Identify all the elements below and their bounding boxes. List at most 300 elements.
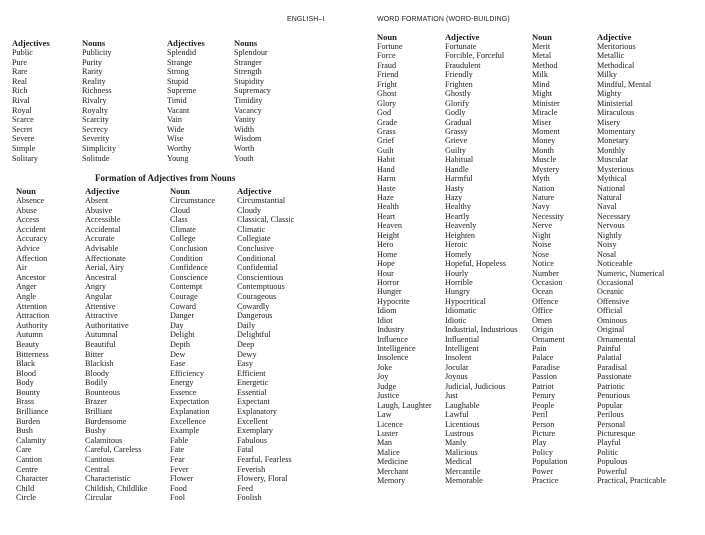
table-cell: Contemptuous: [237, 282, 285, 292]
table-cell: Health: [377, 202, 399, 212]
table-cell: Malice: [377, 447, 400, 457]
table-cell: Nerve: [532, 221, 553, 231]
table-cell: Palatial: [597, 353, 622, 363]
table-cell: Method: [532, 60, 558, 70]
table-column: [167, 38, 205, 163]
table-cell: Memorable: [445, 476, 483, 486]
table-cell: Fate: [170, 445, 185, 455]
table-cell: Handle: [445, 164, 469, 174]
table-cell: Splendid: [167, 48, 197, 57]
table-cell: Fool: [170, 493, 186, 503]
table-cell: Frighten: [445, 79, 473, 89]
table-column: [16, 186, 49, 503]
table-cell: Hope: [377, 259, 395, 269]
table-cell: Conditional: [237, 253, 276, 263]
table-cell: Merchant: [377, 466, 409, 476]
table-cell: Fatal: [237, 445, 254, 455]
table-cell: Food: [170, 483, 187, 493]
table-cell: Excellent: [237, 416, 268, 426]
table-cell: Classical, Classic: [237, 215, 295, 225]
table-cell: Timidity: [234, 95, 263, 105]
table-cell: Medical: [445, 457, 472, 467]
table-cell: Penury: [532, 391, 556, 401]
table-cell: Malicious: [445, 447, 478, 457]
table-cell: Confidential: [237, 263, 278, 273]
table-cell: Power: [532, 466, 553, 476]
table-cell: Severe: [12, 134, 35, 144]
table-cell: Home: [377, 249, 398, 259]
table-cell: Misery: [597, 117, 621, 127]
table-cell: Fear: [170, 455, 185, 465]
table-cell: Authority: [16, 320, 48, 330]
table-cell: Nation: [532, 183, 555, 193]
table-cell: Noise: [532, 240, 552, 250]
column-header: Noun: [170, 186, 190, 196]
table-cell: Wise: [167, 134, 184, 144]
header-left: ENGLISH–I: [287, 16, 325, 23]
table-cell: Attentive: [85, 301, 116, 311]
table-cell: Grieve: [445, 136, 468, 146]
table-cell: Momentary: [597, 126, 636, 136]
table-cell: College: [170, 234, 196, 244]
table-cell: Harmful: [445, 174, 473, 184]
table-cell: Practice: [532, 476, 559, 486]
table-cell: Offensive: [597, 296, 630, 306]
table-cell: Accidental: [85, 224, 121, 234]
table-cell: Picturesque: [597, 428, 636, 438]
table-cell: Haze: [377, 193, 394, 202]
column-header: Adjectives: [12, 38, 50, 48]
table-cell: Flower: [170, 474, 194, 484]
table-cell: Bounty: [16, 387, 41, 397]
table-cell: Muscular: [597, 155, 628, 165]
table-cell: Glorify: [445, 98, 470, 108]
table-cell: Fraudulent: [445, 60, 481, 70]
table-cell: Affectionate: [85, 253, 126, 263]
table-cell: Friendly: [445, 70, 473, 80]
table-cell: Minister: [532, 98, 560, 108]
table-column: [377, 32, 432, 486]
table-cell: Climatic: [237, 224, 266, 234]
table-cell: Vain: [167, 115, 183, 125]
table-cell: Accurate: [85, 234, 115, 244]
table-cell: Habit: [377, 155, 396, 165]
table-cell: Royal: [12, 105, 32, 115]
table-cell: Licentious: [445, 419, 480, 429]
column-header: Noun: [532, 32, 552, 42]
table-cell: Industrial, Industrious: [445, 325, 518, 335]
table-cell: Autumnal: [85, 330, 118, 340]
table-cell: Mighty: [597, 89, 622, 99]
table-cell: Hypocritical: [445, 296, 486, 306]
table-cell: Hypocrite: [377, 296, 410, 306]
table-cell: Myth: [532, 174, 550, 184]
table-cell: Hunger: [377, 287, 402, 297]
table-cell: Wisdom: [234, 134, 262, 144]
table-cell: Grade: [377, 117, 398, 127]
table-cell: Friend: [377, 70, 399, 80]
table-cell: Playful: [597, 438, 621, 448]
table-cell: Circle: [16, 493, 37, 503]
table-cell: Official: [597, 306, 623, 316]
table-cell: Contempt: [170, 282, 203, 292]
table-cell: Blackish: [85, 359, 114, 369]
table-cell: Notice: [532, 259, 554, 269]
table-cell: Solitude: [82, 153, 110, 163]
table-cell: Nose: [532, 249, 549, 259]
header-right: WORD FORMATION (WORD-BUILDING): [377, 16, 510, 23]
table-cell: Energy: [170, 378, 194, 388]
table-cell: Care: [16, 445, 32, 455]
table-cell: God: [377, 108, 392, 118]
table-cell: Secrecy: [82, 124, 108, 134]
table-cell: Just: [445, 391, 458, 401]
table-cell: Jocular: [445, 362, 469, 372]
table-cell: Heroic: [445, 240, 468, 250]
table-cell: Godly: [445, 108, 466, 118]
table-cell: Necessity: [532, 211, 564, 221]
table-cell: Royalty: [82, 105, 108, 115]
table-cell: Grassy: [445, 126, 468, 136]
table-cell: Glory: [377, 98, 397, 108]
table-cell: Ominous: [597, 315, 628, 325]
table-cell: Mysterious: [597, 164, 634, 174]
table-cell: Collegiate: [237, 234, 271, 244]
table-cell: Dangerous: [237, 311, 273, 321]
table-cell: Expectation: [170, 397, 210, 407]
table-cell: Fortunate: [445, 42, 477, 51]
table-cell: Number: [532, 268, 559, 278]
table-cell: Methodical: [597, 60, 635, 70]
table-cell: Nosal: [597, 249, 617, 259]
table-cell: Attractive: [85, 311, 118, 321]
table-cell: Strength: [234, 67, 262, 77]
table-cell: Pain: [532, 344, 547, 353]
table-cell: Hand: [377, 164, 395, 174]
table-cell: Efficiency: [170, 368, 204, 378]
table-cell: Explanatory: [237, 407, 278, 417]
table-cell: Miraculous: [597, 108, 635, 118]
table-cell: Haste: [377, 183, 396, 193]
table-cell: Grief: [377, 136, 395, 146]
table-cell: Passionate: [597, 372, 632, 382]
table-cell: Worthy: [167, 143, 192, 153]
column-header: Noun: [377, 32, 397, 42]
table-cell: Severity: [82, 134, 110, 144]
table-cell: Reality: [82, 76, 106, 86]
table-cell: Dew: [170, 349, 186, 359]
table-cell: Simple: [12, 143, 36, 153]
table-cell: Habitual: [445, 155, 474, 165]
table-cell: Bounteous: [85, 387, 121, 397]
table-cell: Ocean: [532, 287, 553, 297]
table-cell: Cloudy: [237, 205, 262, 215]
table-cell: Heavenly: [445, 221, 477, 231]
table-cell: Powerful: [597, 466, 628, 476]
table-cell: Grass: [377, 126, 396, 136]
table-cell: Occasional: [597, 277, 634, 287]
table-cell: Access: [16, 215, 40, 225]
table-column: [234, 38, 271, 163]
table-cell: Ghost: [377, 89, 397, 99]
table-cell: Insolent: [445, 353, 472, 363]
table-cell: Bitter: [85, 349, 104, 359]
table-cell: Miracle: [532, 108, 558, 118]
table-cell: Stupidity: [234, 76, 265, 86]
table-cell: Fever: [170, 464, 189, 474]
table-cell: Secret: [12, 124, 33, 134]
table-cell: Hazy: [445, 193, 463, 202]
table-cell: Intelligence: [377, 344, 416, 353]
table-cell: Idiomatic: [445, 306, 477, 316]
table-cell: Night: [532, 230, 551, 240]
table-cell: Beautiful: [85, 339, 116, 349]
table-cell: Accuracy: [16, 234, 48, 244]
table-cell: Anger: [16, 282, 37, 292]
column-header: Adjective: [597, 32, 632, 42]
table-cell: Mercantile: [445, 466, 481, 476]
table-cell: Idiotic: [445, 315, 467, 325]
table-cell: Heart: [377, 211, 396, 221]
table-cell: Conscientious: [237, 272, 284, 282]
table-cell: Peril: [532, 410, 548, 420]
table-cell: Rich: [12, 86, 28, 96]
table-cell: Influence: [377, 334, 408, 344]
table-cell: Nervous: [597, 221, 625, 231]
table-cell: Ornamental: [597, 334, 636, 344]
table-cell: Conscience: [170, 272, 208, 282]
table-cell: Vanity: [234, 115, 256, 125]
table-cell: Advice: [16, 243, 40, 253]
table-cell: Autumn: [16, 330, 43, 340]
table-cell: People: [532, 400, 555, 410]
table-cell: Moment: [532, 126, 560, 136]
table-cell: Force: [377, 51, 396, 61]
table-cell: Laughable: [445, 400, 480, 410]
table-cell: Homely: [445, 249, 472, 259]
table-cell: Rivalry: [82, 95, 107, 105]
table-cell: Lustrous: [445, 428, 474, 438]
table-cell: Month: [532, 145, 554, 155]
table-cell: Populous: [597, 457, 628, 467]
table-cell: Hourly: [445, 268, 469, 278]
table-cell: Rare: [12, 67, 28, 77]
table-cell: Ministerial: [597, 98, 633, 108]
table-cell: Climate: [170, 224, 196, 234]
table-cell: Cloud: [170, 205, 191, 215]
table-cell: Manly: [445, 438, 467, 448]
table-cell: Simplicity: [82, 143, 117, 153]
table-cell: Offence: [532, 296, 559, 306]
table-cell: Affection: [16, 253, 48, 263]
table-cell: Ancestral: [85, 272, 117, 282]
table-cell: Worth: [234, 143, 255, 153]
table-cell: Intelligent: [445, 344, 479, 353]
table-cell: Circumstance: [170, 196, 216, 205]
table-cell: Central: [85, 464, 110, 474]
table-cell: Hasty: [445, 183, 465, 193]
table-cell: Child: [16, 483, 35, 493]
table-cell: Judge: [377, 381, 397, 391]
table-cell: Oceanic: [597, 287, 624, 297]
table-cell: Public: [12, 48, 33, 57]
table-cell: Medicine: [377, 457, 408, 467]
table-cell: Fright: [377, 79, 398, 89]
table-cell: Horrible: [445, 277, 473, 287]
table-cell: Careful, Careless: [85, 445, 142, 455]
table-cell: Feverish: [237, 464, 266, 474]
table-cell: Guilt: [377, 145, 394, 155]
table-cell: Hungry: [445, 287, 471, 297]
table-cell: Noisy: [597, 240, 617, 250]
table-cell: Hopeful, Hopeless: [445, 259, 506, 269]
table-cell: Licence: [377, 419, 403, 429]
table-cell: Industry: [377, 325, 405, 335]
table-cell: Width: [234, 124, 255, 134]
table-cell: Advisable: [85, 243, 119, 253]
table-cell: Youth: [234, 153, 254, 163]
table-cell: Richness: [82, 86, 112, 96]
table-cell: Joyous: [445, 372, 468, 382]
table-cell: Patriotic: [597, 381, 625, 391]
table-cell: Bloody: [85, 368, 110, 378]
table-cell: Numeric, Numerical: [597, 268, 665, 278]
table-cell: Character: [16, 474, 48, 484]
table-cell: Idiot: [377, 315, 393, 325]
table-cell: Class: [170, 215, 188, 225]
table-cell: Merit: [532, 42, 551, 51]
table-cell: Supremacy: [234, 86, 271, 96]
table-cell: Hour: [377, 268, 394, 278]
table-cell: Ancestor: [16, 272, 46, 282]
table-cell: Fortune: [377, 42, 403, 51]
table-cell: Heaven: [377, 221, 403, 231]
table-cell: Fable: [170, 435, 189, 445]
section-subtitle: Formation of Adjectives from Nouns: [95, 173, 236, 183]
table-cell: Splendour: [234, 48, 268, 57]
table-cell: Joke: [377, 362, 393, 372]
table-cell: Patriot: [532, 381, 554, 391]
table-cell: Milk: [532, 70, 548, 80]
table-cell: Scarce: [12, 115, 34, 125]
table-cell: Luster: [377, 428, 398, 438]
table-cell: Black: [16, 359, 36, 369]
table-cell: Cantion: [16, 455, 42, 465]
table-cell: Condition: [170, 253, 203, 263]
table-cell: Bush: [16, 426, 33, 436]
table-cell: Conclusion: [170, 243, 208, 253]
table-cell: Stranger: [234, 57, 262, 67]
table-cell: Occasion: [532, 277, 563, 287]
table-cell: Conclusive: [237, 243, 274, 253]
table-cell: Fearful, Fearless: [237, 455, 292, 465]
table-cell: Population: [532, 457, 568, 467]
table-cell: Bushy: [85, 426, 106, 436]
column-header: Adjectives: [167, 38, 205, 48]
table-cell: Attraction: [16, 311, 50, 321]
table-cell: Law: [377, 410, 392, 420]
table-cell: Courage: [170, 291, 198, 301]
table-cell: Absence: [16, 196, 45, 205]
column-header: Adjective: [85, 186, 120, 196]
table-cell: Justice: [377, 391, 400, 401]
table-cell: Muscle: [532, 155, 557, 165]
table-cell: Horror: [377, 277, 400, 287]
table-cell: Publicity: [82, 48, 112, 57]
table-column: [237, 186, 294, 503]
table-cell: Coward: [170, 301, 196, 311]
table-cell: Burdensome: [85, 416, 127, 426]
table-cell: Idiom: [377, 306, 397, 316]
table-cell: Metal: [532, 51, 552, 61]
table-cell: Person: [532, 419, 555, 429]
table-cell: Cantious: [85, 455, 115, 465]
table-cell: Origin: [532, 325, 554, 335]
table-cell: Essence: [170, 387, 197, 397]
table-cell: National: [597, 183, 626, 193]
table-cell: Bodily: [85, 378, 108, 388]
table-cell: Naval: [597, 202, 617, 212]
table-cell: Vacancy: [234, 105, 262, 115]
table-cell: Milky: [597, 70, 618, 80]
table-cell: Cowardly: [237, 301, 270, 311]
table-cell: Stupid: [167, 76, 189, 86]
table-cell: Ghostly: [445, 89, 471, 99]
table-cell: Harm: [377, 174, 396, 184]
table-cell: Painful: [597, 344, 621, 353]
table-cell: Aerial, Airy: [85, 263, 125, 273]
table-cell: Energetic: [237, 378, 269, 388]
table-cell: Strange: [167, 57, 193, 67]
table-column: [170, 186, 215, 503]
table-cell: Brilliant: [85, 407, 113, 417]
table-cell: Timid: [167, 95, 187, 105]
table-cell: Heartly: [445, 211, 470, 221]
table-cell: Characteristic: [85, 474, 131, 484]
table-cell: Penurious: [597, 391, 630, 401]
table-cell: Rival: [12, 95, 30, 105]
table-cell: Confidence: [170, 263, 208, 273]
table-cell: Purity: [82, 57, 103, 67]
column-header: Adjective: [237, 186, 272, 196]
table-cell: Accident: [16, 224, 46, 234]
table-cell: Nightly: [597, 230, 623, 240]
table-cell: Joy: [377, 372, 389, 382]
table-column: [85, 186, 147, 503]
table-cell: Policy: [532, 447, 553, 457]
table-cell: Circular: [85, 493, 112, 503]
table-cell: Paradisal: [597, 362, 628, 372]
column-header: Adjective: [445, 32, 480, 42]
table-cell: Monetary: [597, 136, 629, 146]
table-cell: Foolish: [237, 493, 262, 503]
table-cell: Absent: [85, 196, 109, 205]
table-cell: Flowery, Floral: [237, 474, 288, 484]
table-cell: Centre: [16, 464, 38, 474]
table-cell: Pure: [12, 57, 28, 67]
table-cell: Brilliance: [16, 407, 49, 417]
table-cell: Explanation: [170, 407, 210, 417]
table-cell: Delightful: [237, 330, 271, 340]
table-cell: Mindful, Mental: [597, 79, 652, 89]
table-cell: Judicial, Judicious: [445, 381, 506, 391]
table-cell: Real: [12, 76, 28, 86]
table-cell: Laugh, Laughter: [377, 400, 432, 410]
table-cell: Supreme: [167, 86, 197, 96]
table-cell: Office: [532, 306, 553, 316]
table-cell: Money: [532, 136, 556, 146]
table-cell: Angry: [85, 282, 106, 292]
